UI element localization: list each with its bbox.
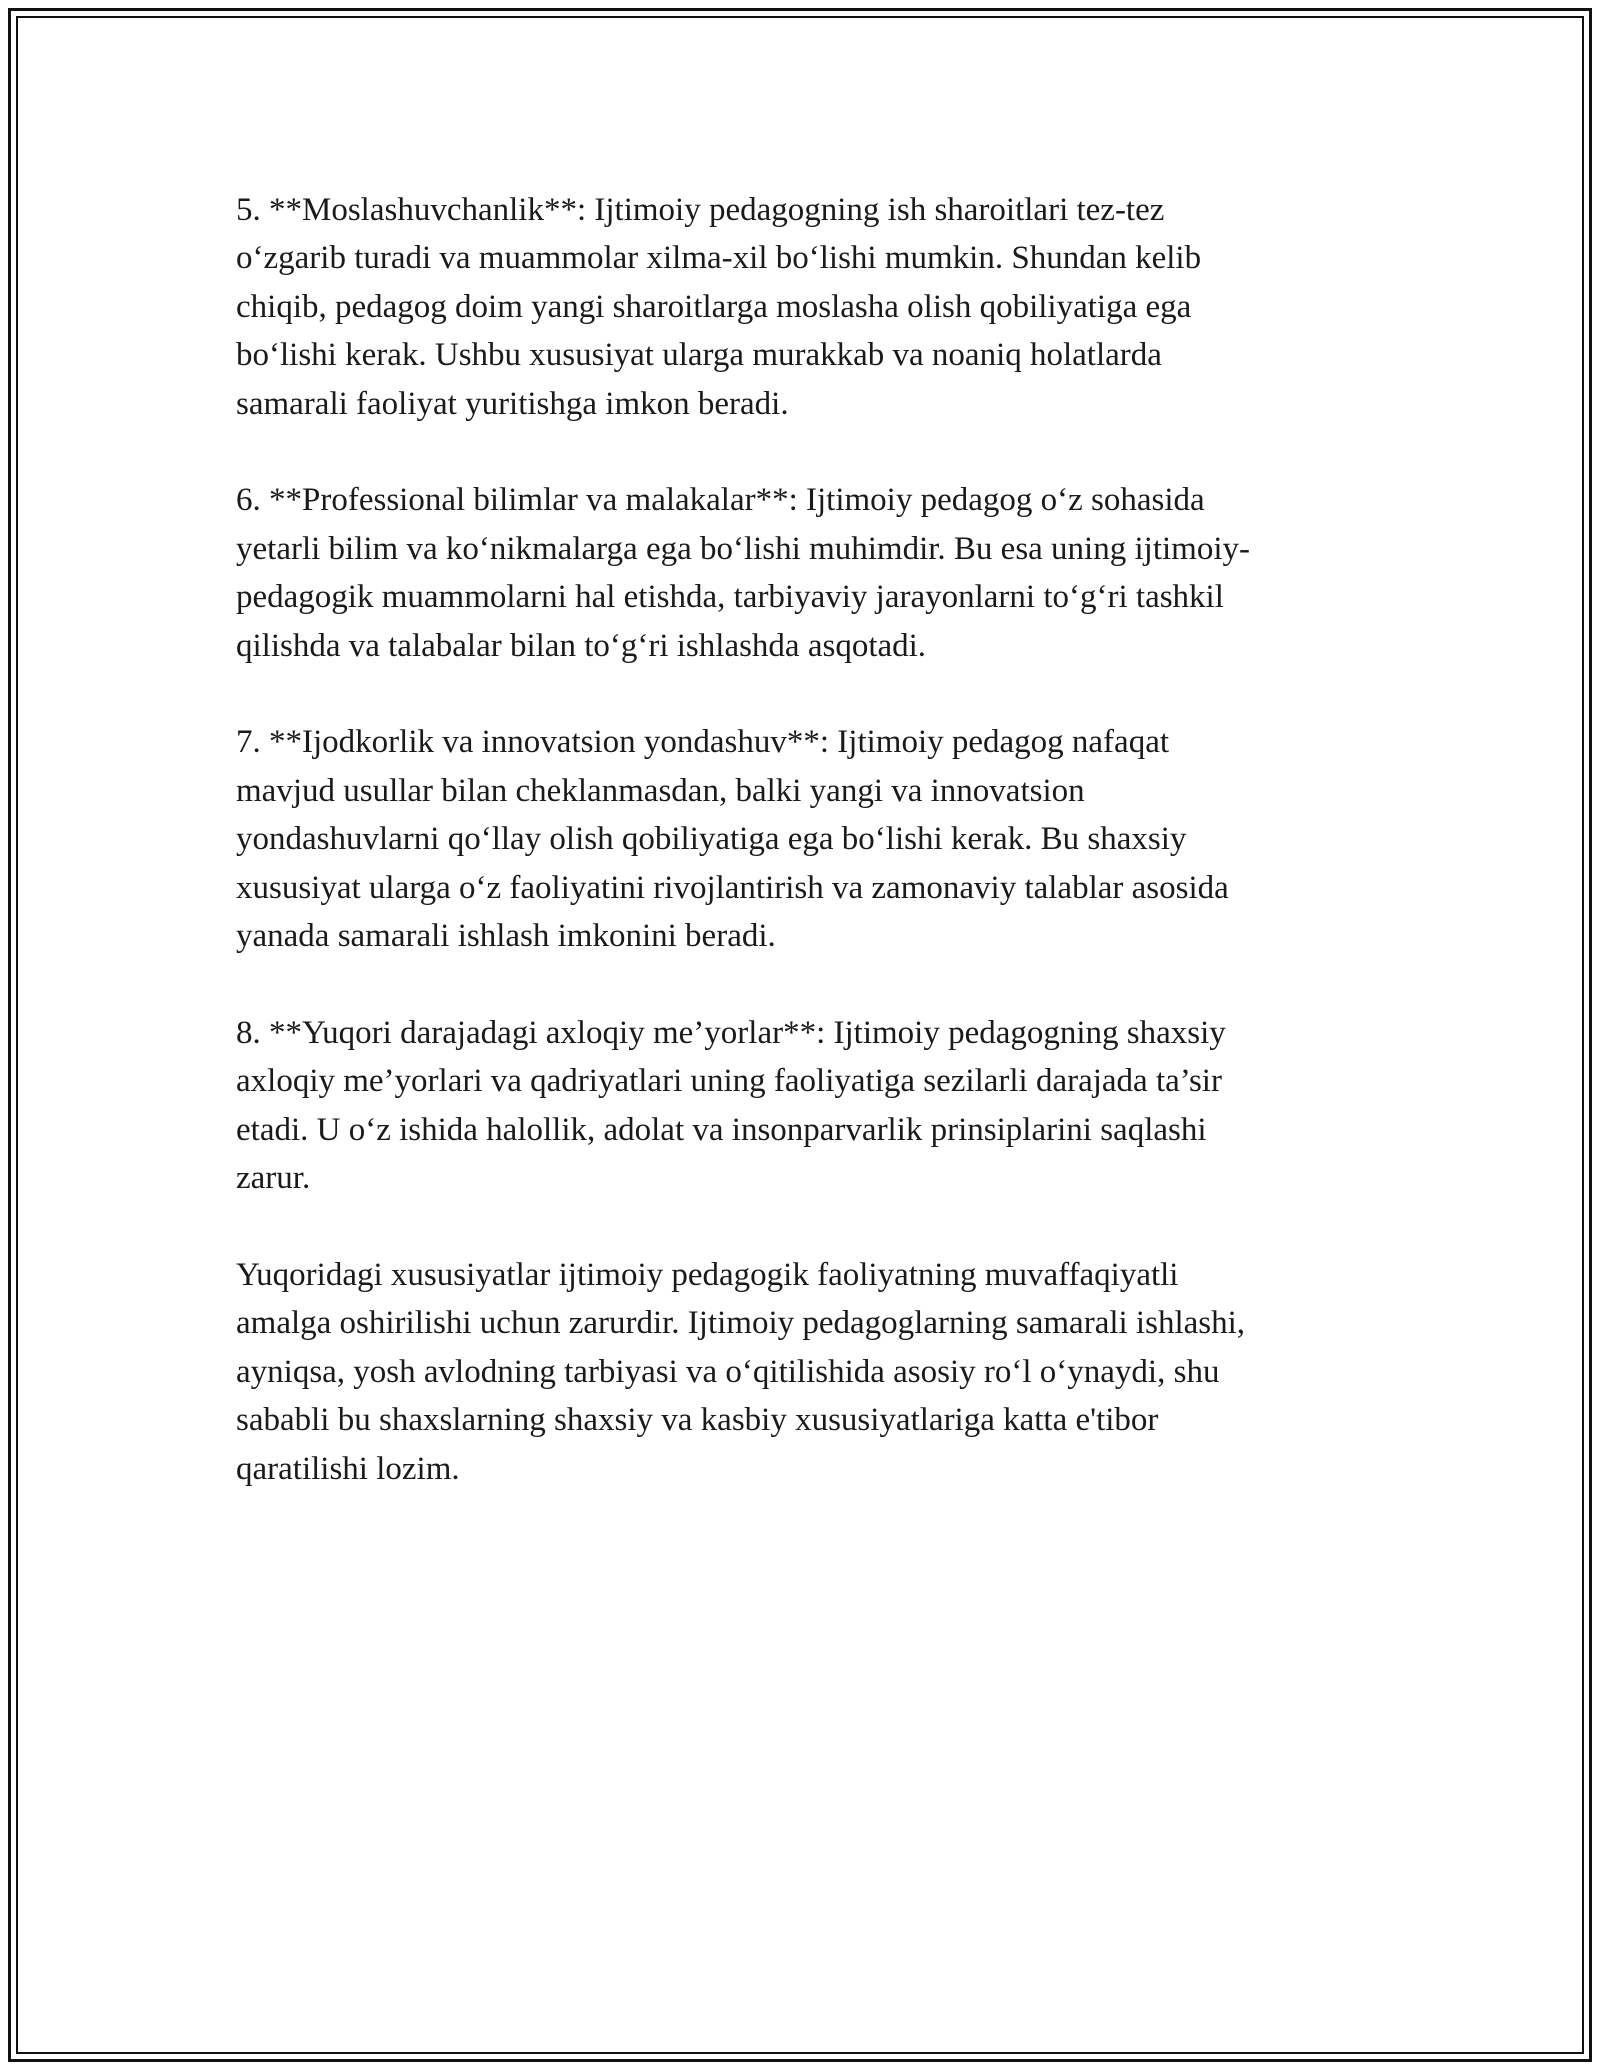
paragraph-item-7-ijodkorlik: 7. **Ijodkorlik va innovatsion yondashuv**: Ijtimoiy pedagog nafaqat mavjud usullar bilan cheklanmasdan, balki yangi va innovatsion yondashuvlarni qo‘llay olish qobiliyatiga ega bo‘lishi kerak. Bu shaxsiy xususiyat ularga o‘z faoliyatini rivojlantirish va zamonaviy talablar asosida yanada samarali ishlash imkonini beradi. <box>236 724 1229 955</box>
document-body <box>236 186 1376 1541</box>
paragraph-item-6-professional-bilimlar: 6. **Professional bilimlar va malakalar**: Ijtimoiy pedagog o‘z sohasida yetarli bilim va ko‘nikmalarga ega bo‘lishi muhimdir. Bu esa uning ijtimoiy- pedagogik muammolarni hal etishda, tarbiyaviy jarayonlarni to‘g‘ri tashkil qilishda va talabalar bilan to‘g‘ri ishlashda asqotadi. <box>236 482 1250 664</box>
paragraph-item-5-moslashuvchanlik: 5. **Moslashuvchanlik**: Ijtimoiy pedagogning ish sharoitlari tez-tez o‘zgarib turadi va muammolar xilma-xil bo‘lishi mumkin. Shundan kelib chiqib, pedagog doim yangi sharoitlarga moslasha olish qobiliyatiga ega bo‘lishi kerak. Ushbu xususiyat ularga murakkab va noaniq holatlarda samarali faoliyat yuritishga imkon beradi. <box>236 192 1202 422</box>
paragraph-conclusion: Yuqoridagi xususiyatlar ijtimoiy pedagogik faoliyatning muvaffaqiyatli amalga oshirilishi uchun zarurdir. Ijtimoiy pedagoglarning samarali ishlashi, ayniqsa, yosh avlodning tarbiyasi va o‘qitilishida asosiy ro‘l o‘ynaydi, shu sababli bu shaxslarning shaxsiy va kasbiy xususiyatlariga katta e'tibor qaratilishi lozim. <box>236 1256 1246 1487</box>
paragraph-item-8-axloqiy-meyorlar: 8. **Yuqori darajadagi axloqiy me’yorlar**: Ijtimoiy pedagogning shaxsiy axloqiy me’yorlari va qadriyatlari uning faoliyatiga sezilarli darajada ta’sir etadi. U o‘z ishida halollik, adolat va insonparvarlik prinsiplarini saqlashi zarur. <box>236 1014 1226 1197</box>
